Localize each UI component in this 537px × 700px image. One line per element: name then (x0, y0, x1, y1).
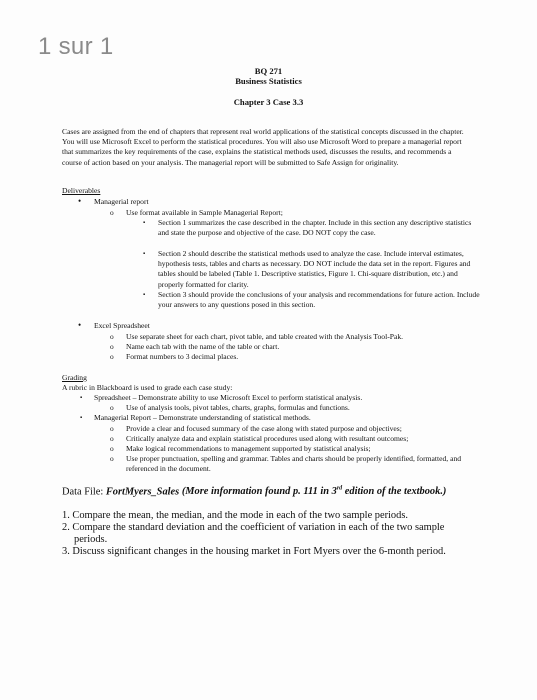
question-2: 2. Compare the standard deviation and the coefficient of variation in each of the two sample periods. (62, 522, 445, 545)
section-3-item: Section 3 should provide the conclusions of your analysis and recommendations for future action. Include your answers to any questions posed in this section. (158, 290, 480, 310)
square-bullet-icon: ▪ (80, 415, 83, 421)
question-1: 1. Compare the mean, the median, and the mode in each of the two sample periods. (62, 510, 408, 521)
report-subitem: Make logical recommendations to management supported by statistical analysis; (126, 444, 371, 453)
spreadsheet-subitem: Use of analysis tools, pivot tables, charts, graphs, formulas and functions. (126, 403, 350, 412)
case-title: Chapter 3 Case 3.3 (233, 97, 304, 107)
excel-item: Name each tab with the name of the table or chart. (126, 342, 280, 351)
circle-bullet-icon: o (110, 332, 114, 341)
spreadsheet-criterion: Spreadsheet – Demonstrate ability to use Microsoft Excel to perform statistical analysis. (94, 393, 363, 402)
data-file-name: FortMyers_Sales (105, 486, 180, 498)
question-3: 3. Discuss significant changes in the housing market in Fort Myers over the 6-month period. (62, 546, 446, 557)
report-subitem: Provide a clear and focused summary of the case along with stated purpose and objectives; (126, 424, 402, 433)
circle-bullet-icon: o (110, 434, 114, 443)
course-code: BQ 271 (254, 66, 283, 76)
use-format-item: Use format available in Sample Managerial Report; (126, 208, 283, 217)
data-file-label: Data File: (62, 486, 104, 498)
bullet-icon: • (78, 196, 82, 206)
excel-item: Use separate sheet for each chart, pivot table, and table created with the Analysis Tool-Pak. (126, 332, 404, 341)
report-criterion: Managerial Report – Demonstrate understanding of statistical methods. (94, 413, 311, 422)
managerial-report-item: Managerial report (94, 197, 149, 206)
data-file-note: (More information found p. 111 in 3 (181, 486, 337, 498)
circle-bullet-icon: o (110, 444, 114, 453)
course-name: Business Statistics (235, 76, 302, 86)
circle-bullet-icon: o (110, 454, 114, 463)
circle-bullet-icon: o (110, 403, 114, 412)
square-bullet-icon: ▪ (143, 220, 146, 226)
section-2-item: Section 2 should describe the statistical methods used to analyze the case. Include interval estimates, hypothesis tests, tables and charts as necessary. DO NOT include the data set in the report. Figures and tables should be labeled (Table 1. Descriptive statistics, Figure 1. Chi-square distribution, etc.) and properly formatted for clarity. (158, 249, 471, 289)
data-file-note-suffix: edition of the textbook.) (342, 486, 447, 498)
data-file-note-sup: rd (336, 486, 343, 492)
bullet-icon: • (78, 320, 82, 330)
grading-heading: Grading (62, 373, 87, 382)
intro-paragraph: Cases are assigned from the end of chapters that represent real world applications of the statistical concepts discussed in the chapter. You will use Microsoft Excel to perform the statistical procedures. You will also use Microsoft Word to prepare a managerial report that summarizes the key requirements of the case, explains the statistical methods used, discusses the results, and recommends a course of action based on your analysis. The managerial report will be submitted to Safe Assign for originality. (62, 127, 464, 167)
report-subitem: Use proper punctuation, spelling and grammar. Tables and charts should be properly identified, formatted, and referenced in the document. (126, 454, 462, 474)
deliverables-heading: Deliverables (62, 186, 101, 195)
circle-bullet-icon: o (110, 352, 114, 361)
circle-bullet-icon: o (110, 342, 114, 351)
circle-bullet-icon: o (110, 424, 114, 433)
circle-bullet-icon: o (110, 208, 114, 217)
excel-spreadsheet-item: Excel Spreadsheet (94, 321, 150, 330)
square-bullet-icon: ▪ (143, 292, 146, 298)
square-bullet-icon: ▪ (80, 395, 83, 401)
rubric-text: A rubric in Blackboard is used to grade each case study: (62, 383, 233, 392)
report-subitem: Critically analyze data and explain statistical procedures used along with resultant outcomes; (126, 434, 409, 443)
square-bullet-icon: ▪ (143, 251, 146, 257)
data-file-line (62, 486, 446, 497)
excel-item: Format numbers to 3 decimal places. (126, 352, 239, 361)
section-1-item: Section 1 summarizes the case described in the chapter. Include in this section any descriptive statistics and state the purpose and objective of the case. DO NOT copy the case. (158, 218, 472, 238)
page-indicator: 1 sur 1 (38, 33, 114, 60)
